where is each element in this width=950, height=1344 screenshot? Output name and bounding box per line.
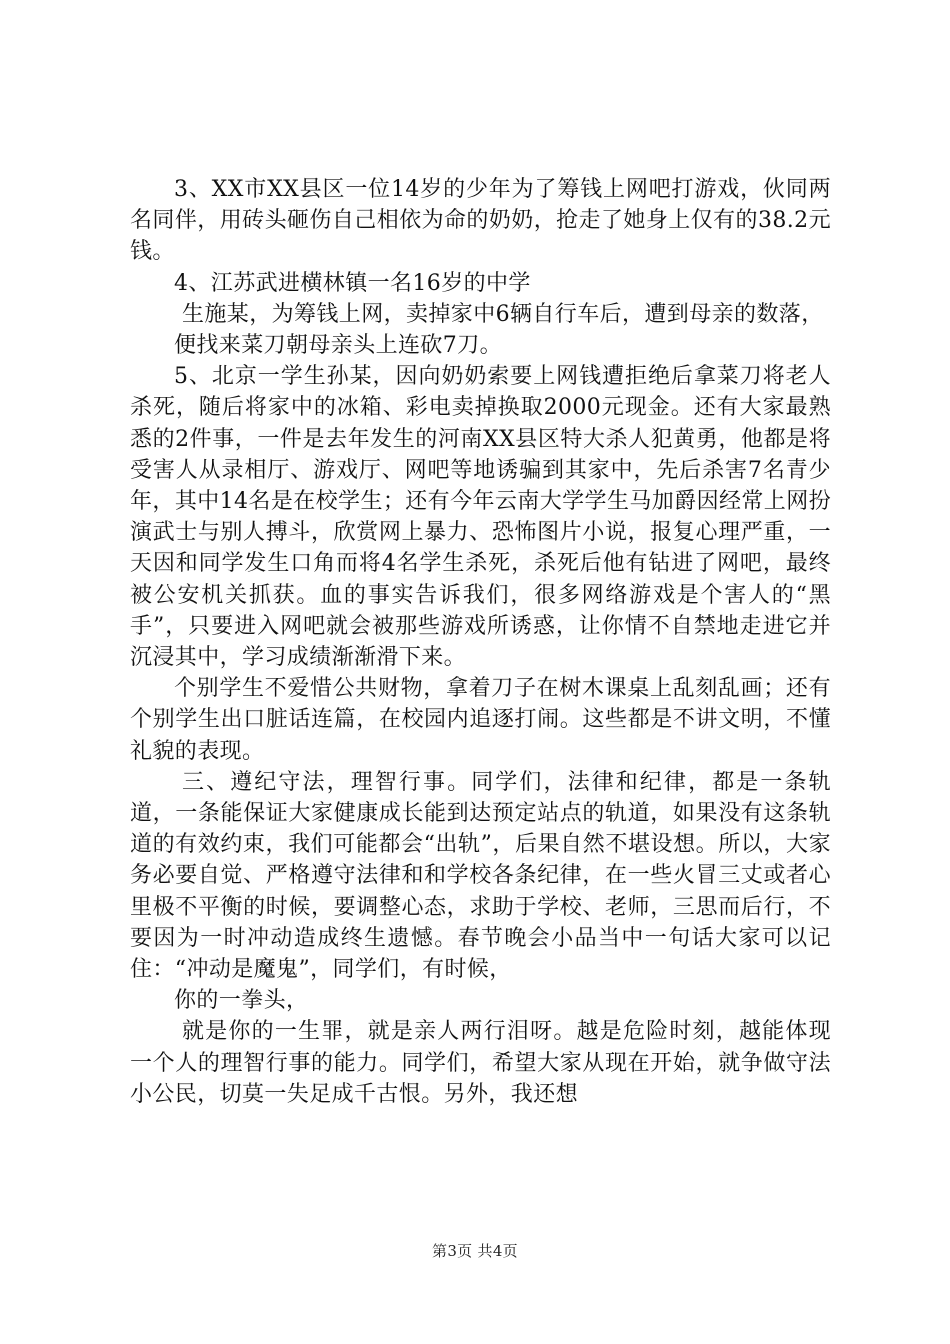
page-footer <box>0 1240 950 1261</box>
paragraph-item-4-start: 4、江苏武进横林镇一名16岁的中学 <box>174 270 531 296</box>
paragraph-fist: 你的一拳头， <box>174 988 309 1014</box>
paragraph-item-5: 5、北京一学生孙某，因向奶奶索要上网钱遭拒绝后拿菜刀将老人杀死，随后将家中的冰箱、彩电卖掉换取2000元现金。还有大家最熟悉的2件事，一件是去年发生的河南XX县区特大杀人犯黄勇，他都是将受害人从录相厅、游戏厅、网吧等地诱骗到其家中，先后杀害7名青少年，其中14名是在校学生；还有今年云南大学学生马加爵因经常上网扮演武士与别人搏斗，欣赏网上暴力、恐怖图片小说，报复心理严重，一天因和同学发生口角而将4名学生杀死，杀死后他有钻进了网吧，最终被公安机关抓获。血的事实告诉我们，很多网络游戏是个害人的“黑手”，只要进入网吧就会被那些游戏所诱惑，让你情不自禁地走进它并沉浸其中，学习成绩渐渐滑下来。 <box>130 364 831 671</box>
paragraph-item-3: 3、XX市XX县区一位14岁的少年为了筹钱上网吧打游戏，伙同两名同伴，用砖头砸伤自己相依为命的奶奶，抢走了她身上仅有的38.2元钱。 <box>130 177 831 265</box>
paragraph-public-property: 个别学生不爱惜公共财物，拿着刀子在树木课桌上乱刻乱画；还有个别学生出口脏话连篇，在校园内追逐打闹。这些都是不讲文明，不懂礼貌的表现。 <box>130 676 831 764</box>
paragraph-item-4-end: 便找来菜刀朝母亲头上连砍7刀。 <box>174 333 502 359</box>
paragraph-item-4-continued: 生施某，为筹钱上网，卖掉家中6辆自行车后，遭到母亲的数落， <box>182 301 824 327</box>
page-number-indicator: 第3页 共4页 <box>432 1242 518 1260</box>
paragraph-section-three: 三、遵纪守法，理智行事。同学们，法律和纪律，都是一条轨道，一条能保证大家健康成长能到达预定站点的轨道，如果没有这条轨道的有效约束，我们可能都会“出轨”，后果自然不堪设想。所以，大家务必要自觉、严格遵守法律和和学校各条纪律，在一些火冒三丈或者心里极不平衡的时候，要调整心态，求助于学校、老师，三思而后行，不要因为一时冲动造成终生遗憾。春节晚会小品当中一句话大家可以记住：“冲动是魔鬼”，同学们，有时候， <box>130 769 831 983</box>
paragraph-closing: 就是你的一生罪，就是亲人两行泪呀。越是危险时刻，越能体现一个人的理智行事的能力。同学们，希望大家从现在开始，就争做守法小公民，切莫一失足成千古恨。另外，我还想 <box>130 1019 831 1107</box>
document-body <box>130 174 831 1110</box>
